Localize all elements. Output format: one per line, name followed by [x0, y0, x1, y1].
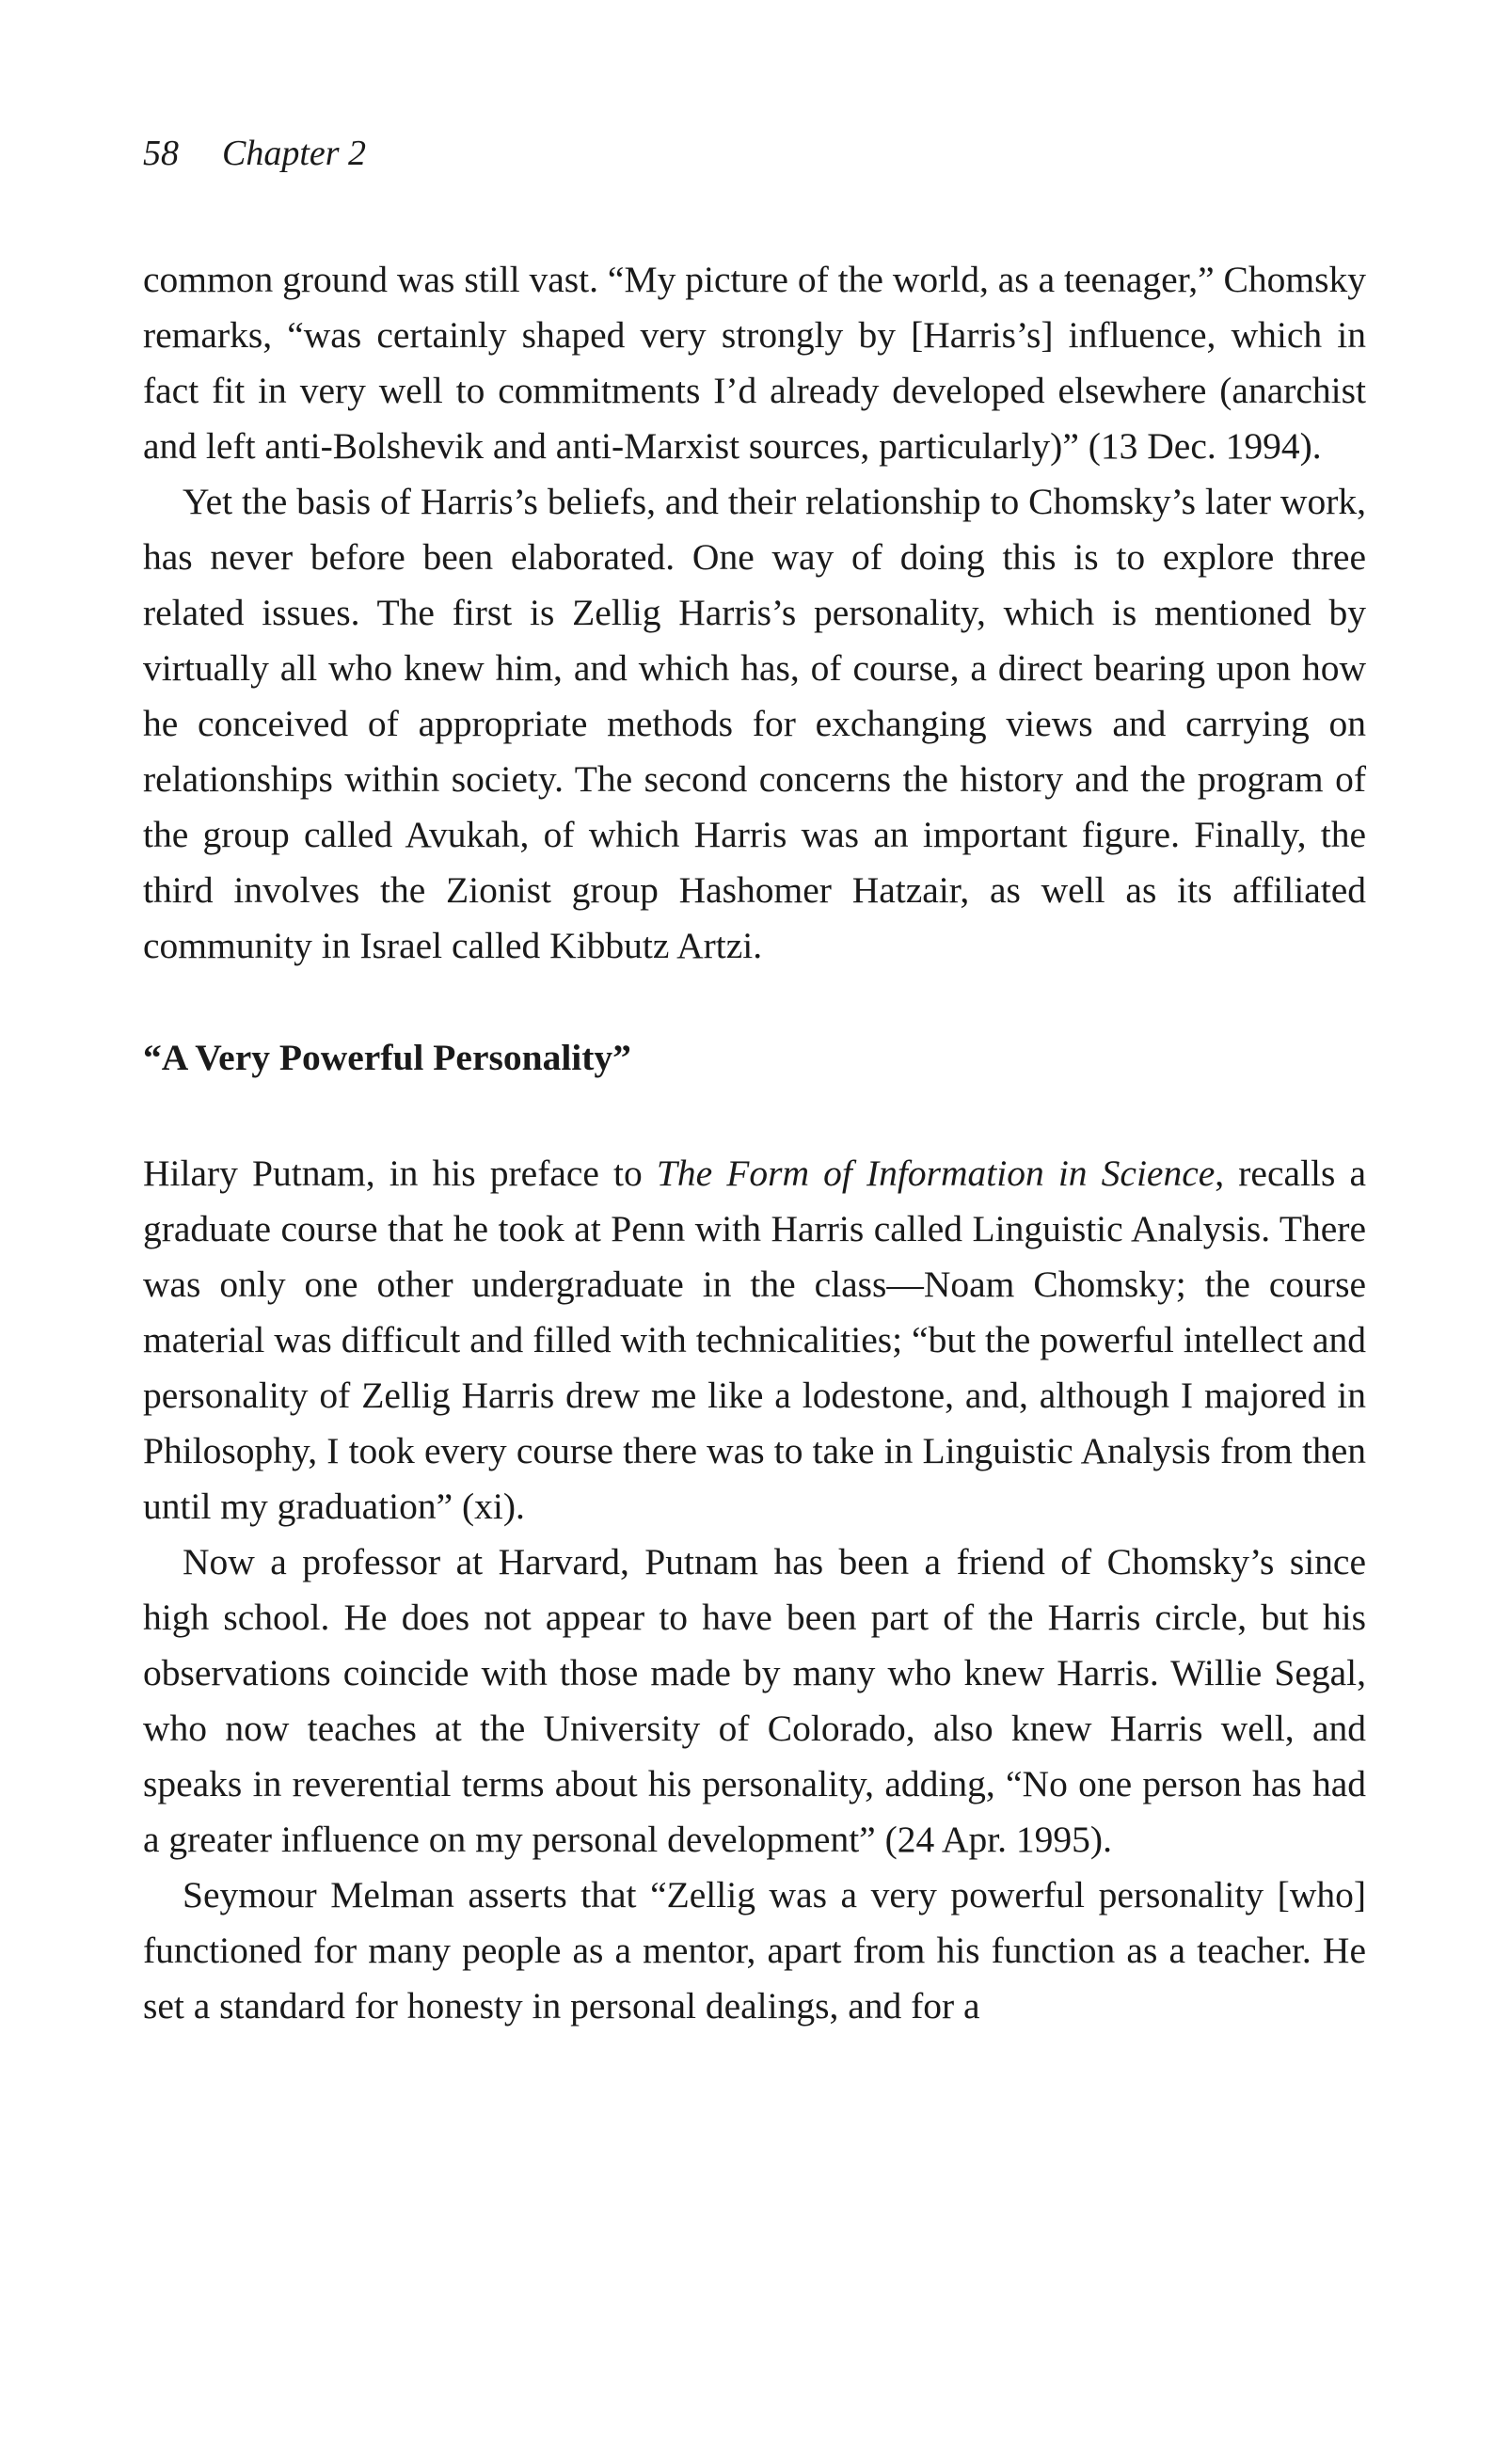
chapter-label: Chapter 2 — [222, 134, 367, 173]
paragraph: Now a professor at Harvard, Putnam has been a friend of Chomsky’s since high school. He does not appear to have been part of the Harris circle, but his observations coincide with those made by many who knew Harris. Willie Segal, who now teaches at the University of Colorado, also knew Harris well, and speaks in reverential terms about his personality, adding, “No one person has had a greater influence on my personal development” (24 Apr. 1995). — [143, 1541, 1366, 1860]
page-number: 58 — [143, 134, 179, 173]
paragraph-putnam — [143, 1146, 1366, 1534]
section-heading: “A Very Powerful Personality” — [143, 1037, 631, 1078]
body-text — [143, 252, 1366, 2034]
paragraph-text: Hilary Putnam, in his preface to — [143, 1153, 657, 1194]
paragraph-text: , recalls a graduate course that he took at Penn with Harris called Linguistic Analysis. There was only one other undergraduate in the class—Noam Chomsky; the course material was difficult and filled with technicalities; “but the powerful intellect and personality of Zellig Harris drew me like a lodestone, and, although I majored in Philosophy, I took every course there was to take in Linguistic Analysis from then until my graduation” (xi). — [143, 1153, 1366, 1527]
paragraph: Seymour Melman asserts that “Zellig was a very powerful personality [who] functioned for many people as a mentor, apart from his function as a teacher. He set a standard for honesty in personal dealings, and for a — [143, 1874, 1366, 2027]
book-title: The Form of Information in Science — [656, 1153, 1216, 1194]
paragraph: Yet the basis of Harris’s beliefs, and their relationship to Chomsky’s later work, has never before been elaborated. One way of doing this is to explore three related issues. The first is Zellig Harris’s personality, which is mentioned by virtually all who knew him, and which has, of course, a direct bearing upon how he conceived of appropriate methods for exchanging views and carrying on relationships within society. The second concerns the history and the program of the group called Avukah, of which Harris was an important figure. Finally, the third involves the Zionist group Hashomer Hatzair, as well as its affiliated community in Israel called Kibbutz Artzi. — [143, 481, 1366, 966]
paragraph-continued: common ground was still vast. “My picture of the world, as a teenager,” Chomsky remarks, “was certainly shaped very strongly by [Harris’s] influence, which in fact fit in very well to commitments I’d already developed elsewhere (anarchist and left anti-Bolshevik and anti-Marxist sources, particularly)” (13 Dec. 1994). — [143, 259, 1366, 467]
running-head — [143, 135, 366, 171]
